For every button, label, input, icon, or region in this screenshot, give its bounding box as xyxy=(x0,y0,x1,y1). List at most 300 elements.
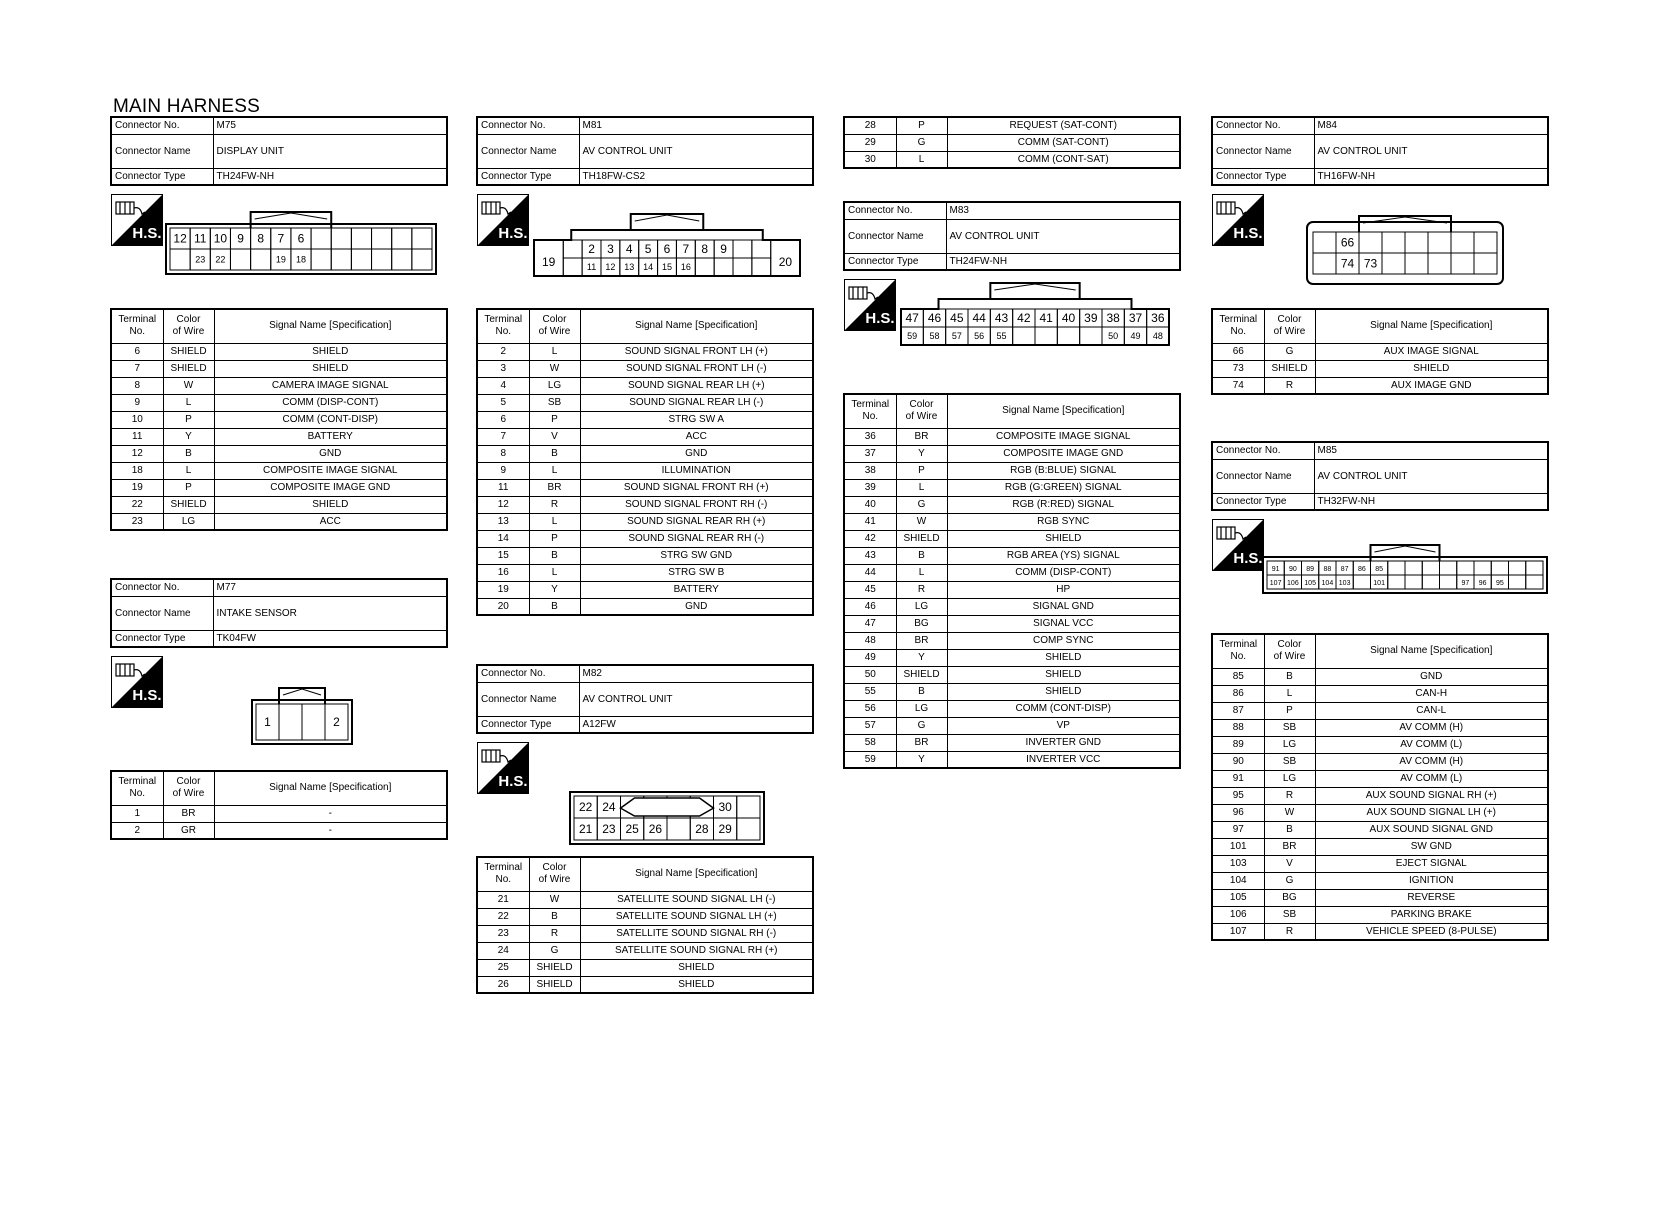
connector-info-table xyxy=(110,578,448,648)
connector-name-row xyxy=(477,682,813,716)
connector-name-label: Connector Name xyxy=(1212,134,1314,168)
pin-label: 22 xyxy=(215,254,226,265)
terminal-no: 47 xyxy=(844,615,896,632)
signal-name: SIGNAL GND xyxy=(947,598,1180,615)
wire-color: G xyxy=(1264,343,1315,360)
pin-label: 25 xyxy=(625,822,639,836)
table-row xyxy=(844,751,1180,768)
terminal-table xyxy=(476,856,814,994)
connector-type-row xyxy=(1212,493,1548,510)
wire-color: P xyxy=(529,530,580,547)
table-row xyxy=(111,479,447,496)
signal-name-header: Signal Name [Specification] xyxy=(1315,309,1548,343)
connector-face xyxy=(1263,539,1547,593)
table-row xyxy=(1212,360,1548,377)
pin-label: 56 xyxy=(974,331,985,341)
signal-name: AUX SOUND SIGNAL RH (+) xyxy=(1315,787,1548,804)
pin-label: 96 xyxy=(1478,580,1487,587)
wire-color: BR xyxy=(896,428,947,445)
terminal-no: 29 xyxy=(844,134,896,151)
signal-name: INVERTER VCC xyxy=(947,751,1180,768)
connector-block-m82-cont xyxy=(843,116,1181,169)
table-row xyxy=(844,496,1180,513)
signal-name: RGB (G:GREEN) SIGNAL xyxy=(947,479,1180,496)
terminal-no: 55 xyxy=(844,683,896,700)
pin-label: 18 xyxy=(295,254,307,265)
pin-label: 37 xyxy=(1128,311,1143,325)
pin-label: 29 xyxy=(718,822,732,836)
wire-color-header: Color of Wire xyxy=(529,857,580,891)
harness-side-icon xyxy=(477,742,529,794)
wire-color: R xyxy=(1264,377,1315,394)
connector-face xyxy=(534,206,800,276)
terminal-table-header xyxy=(844,394,1180,428)
table-row xyxy=(844,649,1180,666)
table-row xyxy=(477,959,813,976)
wire-color: Y xyxy=(163,428,214,445)
terminal-table xyxy=(476,308,814,616)
terminal-no: 97 xyxy=(1212,821,1264,838)
pin-label: 8 xyxy=(701,242,709,256)
wire-color: SB xyxy=(1264,719,1315,736)
pin-label: 57 xyxy=(951,331,962,341)
terminal-no: 11 xyxy=(477,479,529,496)
connector-no-value: M85 xyxy=(1314,442,1548,459)
table-row xyxy=(477,445,813,462)
terminal-no: 24 xyxy=(477,942,529,959)
terminal-table-header xyxy=(477,309,813,343)
pin-label: 1 xyxy=(264,715,271,729)
terminal-no: 8 xyxy=(477,445,529,462)
connector-type-row xyxy=(477,716,813,733)
signal-name: SOUND SIGNAL REAR RH (-) xyxy=(580,530,813,547)
terminal-no: 28 xyxy=(844,117,896,134)
wire-color: LG xyxy=(896,598,947,615)
signal-name: VEHICLE SPEED (8-PULSE) xyxy=(1315,923,1548,940)
pin-label: 66 xyxy=(1340,235,1355,250)
wire-color-header: Color of Wire xyxy=(896,394,947,428)
terminal-no: 46 xyxy=(844,598,896,615)
terminal-no-header: Terminal No. xyxy=(111,771,163,805)
signal-name: SIGNAL VCC xyxy=(947,615,1180,632)
table-row xyxy=(477,394,813,411)
table-row xyxy=(477,479,813,496)
connector-no-value: M82 xyxy=(579,665,813,682)
table-row xyxy=(844,462,1180,479)
pin-label: 16 xyxy=(680,262,691,272)
terminal-no: 50 xyxy=(844,666,896,683)
connector-no-label: Connector No. xyxy=(844,202,946,219)
terminal-no: 41 xyxy=(844,513,896,530)
terminal-no-header: Terminal No. xyxy=(1212,309,1264,343)
signal-name: BATTERY xyxy=(580,581,813,598)
wire-color: G xyxy=(896,134,947,151)
pin-label: 88 xyxy=(1323,566,1332,573)
connector-type-row xyxy=(477,168,813,185)
pin-label: 11 xyxy=(586,262,597,272)
terminal-no-header: Terminal No. xyxy=(477,857,529,891)
pin-label: 89 xyxy=(1306,566,1315,573)
signal-name: COMM (CONT-DISP) xyxy=(947,700,1180,717)
pin-label: 90 xyxy=(1288,566,1297,573)
wire-color: SHIELD xyxy=(1264,360,1315,377)
wire-color: BR xyxy=(163,805,214,822)
table-row xyxy=(1212,787,1548,804)
terminal-no: 49 xyxy=(844,649,896,666)
connector-info-table xyxy=(843,201,1181,271)
wire-color: L xyxy=(529,343,580,360)
table-row xyxy=(111,445,447,462)
table-row xyxy=(111,428,447,445)
wire-color: BG xyxy=(896,615,947,632)
connector-face-diagram xyxy=(570,774,764,844)
signal-name-header: Signal Name [Specification] xyxy=(947,394,1180,428)
page-title: MAIN HARNESS xyxy=(113,96,261,117)
terminal-no: 16 xyxy=(477,564,529,581)
table-row xyxy=(1212,702,1548,719)
connector-no-label: Connector No. xyxy=(111,579,213,596)
connector-name-row xyxy=(477,134,813,168)
wire-color: BR xyxy=(896,632,947,649)
wire-color: SHIELD xyxy=(529,976,580,993)
table-row xyxy=(844,683,1180,700)
terminal-table xyxy=(110,308,448,531)
signal-name: AUX IMAGE SIGNAL xyxy=(1315,343,1548,360)
table-row xyxy=(844,564,1180,581)
signal-name: CAN-L xyxy=(1315,702,1548,719)
signal-name: AV COMM (H) xyxy=(1315,753,1548,770)
wire-color: W xyxy=(896,513,947,530)
terminal-no: 6 xyxy=(111,343,163,360)
connector-no-label: Connector No. xyxy=(1212,117,1314,134)
terminal-no: 5 xyxy=(477,394,529,411)
connector-no-label: Connector No. xyxy=(477,665,579,682)
wire-color: R xyxy=(896,581,947,598)
connector-name-value: AV CONTROL UNIT xyxy=(579,682,813,716)
pin-label: 9 xyxy=(720,242,727,256)
pin-label: 103 xyxy=(1338,580,1351,587)
wire-color: P xyxy=(529,411,580,428)
terminal-no: 9 xyxy=(477,462,529,479)
terminal-no: 1 xyxy=(111,805,163,822)
signal-name: GND xyxy=(580,598,813,615)
table-row xyxy=(477,891,813,908)
pin-label: 48 xyxy=(1152,331,1163,341)
table-row xyxy=(844,530,1180,547)
terminal-no: 87 xyxy=(1212,702,1264,719)
connector-block-m83 xyxy=(843,201,1181,769)
connector-diagram-area xyxy=(843,271,1181,393)
pin-label: 47 xyxy=(905,311,919,325)
wire-color: Y xyxy=(529,581,580,598)
signal-name: - xyxy=(214,805,447,822)
terminal-no: 59 xyxy=(844,751,896,768)
pin-label: 46 xyxy=(927,311,942,325)
pin-label: 105 xyxy=(1304,580,1316,587)
wire-color: R xyxy=(529,925,580,942)
harness-side-icon xyxy=(477,194,529,246)
terminal-no-header: Terminal No. xyxy=(111,309,163,343)
signal-name: AUX IMAGE GND xyxy=(1315,377,1548,394)
table-row xyxy=(1212,923,1548,940)
terminal-table xyxy=(110,770,448,840)
svg-text:H.S.: H.S. xyxy=(132,225,162,242)
terminal-table xyxy=(843,393,1181,769)
table-row xyxy=(477,462,813,479)
wire-color: P xyxy=(1264,702,1315,719)
signal-name: GND xyxy=(214,445,447,462)
pin-label: 9 xyxy=(237,231,244,246)
pin-label: 107 xyxy=(1269,580,1282,587)
connector-type-label: Connector Type xyxy=(477,168,579,185)
pin-label: 45 xyxy=(950,311,964,325)
terminal-no: 90 xyxy=(1212,753,1264,770)
wire-color: B xyxy=(896,547,947,564)
connector-name-label: Connector Name xyxy=(844,219,946,253)
signal-name: COMM (SAT-CONT) xyxy=(947,134,1180,151)
table-row xyxy=(1212,906,1548,923)
table-row xyxy=(477,360,813,377)
terminal-no: 37 xyxy=(844,445,896,462)
signal-name: STRG SW A xyxy=(580,411,813,428)
table-row xyxy=(111,462,447,479)
connector-diagram-area xyxy=(1211,511,1549,633)
signal-name: RGB (R:RED) SIGNAL xyxy=(947,496,1180,513)
table-row xyxy=(844,134,1180,151)
signal-name: SHIELD xyxy=(214,343,447,360)
signal-name: SHIELD xyxy=(947,666,1180,683)
table-row xyxy=(477,377,813,394)
signal-name: SHIELD xyxy=(214,360,447,377)
pin-label: 3 xyxy=(607,242,614,256)
terminal-table xyxy=(1211,633,1549,941)
terminal-no: 104 xyxy=(1212,872,1264,889)
pin-label: 106 xyxy=(1287,580,1299,587)
table-row xyxy=(477,496,813,513)
signal-name: BATTERY xyxy=(214,428,447,445)
terminal-no: 25 xyxy=(477,959,529,976)
signal-name: COMPOSITE IMAGE SIGNAL xyxy=(214,462,447,479)
signal-name: SATELLITE SOUND SIGNAL LH (-) xyxy=(580,891,813,908)
connector-info-table xyxy=(1211,116,1549,186)
table-row xyxy=(111,496,447,513)
pin-label: 15 xyxy=(661,262,673,272)
wire-color: B xyxy=(1264,668,1315,685)
connector-type-row xyxy=(111,168,447,185)
connector-face-diagram xyxy=(901,275,1169,345)
signal-name: RGB AREA (YS) SIGNAL xyxy=(947,547,1180,564)
signal-name: AUX SOUND SIGNAL LH (+) xyxy=(1315,804,1548,821)
table-row xyxy=(844,598,1180,615)
connector-type-label: Connector Type xyxy=(1212,493,1314,510)
table-row xyxy=(111,805,447,822)
connector-block-m85 xyxy=(1211,441,1549,941)
wire-color: R xyxy=(529,496,580,513)
pin-label: 23 xyxy=(195,254,206,265)
terminal-no: 66 xyxy=(1212,343,1264,360)
pin-label: 10 xyxy=(213,231,228,246)
table-row xyxy=(111,343,447,360)
connector-info-table xyxy=(476,664,814,734)
table-row xyxy=(844,479,1180,496)
terminal-no: 15 xyxy=(477,547,529,564)
wire-color: G xyxy=(529,942,580,959)
harness-side-icon xyxy=(1212,519,1264,571)
connector-type-label: Connector Type xyxy=(1212,168,1314,185)
table-row xyxy=(477,343,813,360)
wire-color-header: Color of Wire xyxy=(1264,309,1315,343)
connector-no-row xyxy=(111,579,447,596)
signal-name: SOUND SIGNAL REAR LH (+) xyxy=(580,377,813,394)
terminal-table-header xyxy=(111,771,447,805)
signal-name-header: Signal Name [Specification] xyxy=(214,771,447,805)
connector-no-row xyxy=(477,117,813,134)
terminal-no: 11 xyxy=(111,428,163,445)
connector-type-label: Connector Type xyxy=(477,716,579,733)
connector-no-value: M77 xyxy=(213,579,447,596)
table-row xyxy=(477,598,813,615)
connector-name-row xyxy=(111,596,447,630)
pin-label: 7 xyxy=(682,242,690,256)
terminal-no-header: Terminal No. xyxy=(1212,634,1264,668)
connector-type-label: Connector Type xyxy=(111,630,213,647)
connector-type-row xyxy=(111,630,447,647)
terminal-no: 19 xyxy=(477,581,529,598)
wire-color: B xyxy=(529,445,580,462)
terminal-no: 2 xyxy=(477,343,529,360)
wire-color-header: Color of Wire xyxy=(529,309,580,343)
connector-name-value: AV CONTROL UNIT xyxy=(1314,134,1548,168)
terminal-no: 45 xyxy=(844,581,896,598)
pin-label: 95 xyxy=(1495,580,1504,587)
signal-name: VP xyxy=(947,717,1180,734)
pin-label: 41 xyxy=(1039,311,1053,325)
svg-text:H.S.: H.S. xyxy=(865,310,895,327)
signal-name: SOUND SIGNAL FRONT RH (+) xyxy=(580,479,813,496)
wire-color: B xyxy=(529,598,580,615)
connector-type-value: TH24FW-NH xyxy=(946,253,1180,270)
pin-label: 21 xyxy=(578,822,593,836)
terminal-no: 107 xyxy=(1212,923,1264,940)
pin-label: 43 xyxy=(994,311,1009,325)
table-row xyxy=(477,581,813,598)
terminal-no: 7 xyxy=(111,360,163,377)
terminal-no: 23 xyxy=(111,513,163,530)
table-row xyxy=(477,411,813,428)
connector-face-diagram xyxy=(1307,204,1503,284)
connector-block-m84 xyxy=(1211,116,1549,395)
wire-color-header: Color of Wire xyxy=(163,309,214,343)
pin-label: 85 xyxy=(1375,566,1384,573)
table-row xyxy=(844,666,1180,683)
pin-label: 101 xyxy=(1373,580,1385,587)
signal-name: HP xyxy=(947,581,1180,598)
table-row xyxy=(1212,719,1548,736)
wire-color: G xyxy=(1264,872,1315,889)
pin-label: 23 xyxy=(602,822,616,836)
pin-label: 2 xyxy=(588,242,595,256)
table-row xyxy=(1212,838,1548,855)
wire-color: P xyxy=(163,411,214,428)
wire-color: W xyxy=(1264,804,1315,821)
terminal-no: 39 xyxy=(844,479,896,496)
terminal-no: 30 xyxy=(844,151,896,168)
wire-color: SB xyxy=(1264,753,1315,770)
pin-label: 86 xyxy=(1357,566,1366,573)
terminal-no: 19 xyxy=(111,479,163,496)
connector-block-m81 xyxy=(476,116,814,616)
connector-type-label: Connector Type xyxy=(844,253,946,270)
wire-color: SHIELD xyxy=(529,959,580,976)
terminal-no: 95 xyxy=(1212,787,1264,804)
wire-color: BR xyxy=(1264,838,1315,855)
connector-name-row xyxy=(844,219,1180,253)
table-row xyxy=(477,908,813,925)
wire-color: V xyxy=(1264,855,1315,872)
wire-color: R xyxy=(1264,923,1315,940)
wire-color: SHIELD xyxy=(163,496,214,513)
wire-color: GR xyxy=(163,822,214,839)
pin-label: 14 xyxy=(643,262,654,272)
terminal-no: 88 xyxy=(1212,719,1264,736)
table-row xyxy=(844,734,1180,751)
pin-label: 11 xyxy=(193,231,207,246)
signal-name: SATELLITE SOUND SIGNAL RH (-) xyxy=(580,925,813,942)
signal-name: AV COMM (L) xyxy=(1315,770,1548,787)
terminal-no: 12 xyxy=(111,445,163,462)
connector-diagram-area xyxy=(476,186,814,308)
connector-block-m82 xyxy=(476,664,814,994)
signal-name: COMM (CONT-SAT) xyxy=(947,151,1180,168)
connector-no-row xyxy=(1212,117,1548,134)
table-row xyxy=(477,976,813,993)
terminal-no: 8 xyxy=(111,377,163,394)
connector-type-value: TH18FW-CS2 xyxy=(579,168,813,185)
signal-name: SATELLITE SOUND SIGNAL RH (+) xyxy=(580,942,813,959)
connector-diagram-area xyxy=(1211,186,1549,308)
table-row xyxy=(111,411,447,428)
table-row xyxy=(844,428,1180,445)
signal-name: COMM (DISP-CONT) xyxy=(214,394,447,411)
signal-name: STRG SW B xyxy=(580,564,813,581)
signal-name: COMM (CONT-DISP) xyxy=(214,411,447,428)
signal-name: SHIELD xyxy=(1315,360,1548,377)
terminal-no: 9 xyxy=(111,394,163,411)
connector-no-row xyxy=(844,202,1180,219)
connector-name-value: DISPLAY UNIT xyxy=(213,134,447,168)
signal-name-header: Signal Name [Specification] xyxy=(580,857,813,891)
signal-name: SHIELD xyxy=(214,496,447,513)
table-row xyxy=(844,615,1180,632)
terminal-no: 21 xyxy=(477,891,529,908)
terminal-no: 18 xyxy=(111,462,163,479)
terminal-table-header xyxy=(1212,634,1548,668)
wire-color-header: Color of Wire xyxy=(1264,634,1315,668)
terminal-no: 48 xyxy=(844,632,896,649)
table-row xyxy=(1212,872,1548,889)
connector-type-label: Connector Type xyxy=(111,168,213,185)
connector-face xyxy=(166,206,436,274)
svg-text:H.S.: H.S. xyxy=(132,687,162,704)
connector-no-value: M75 xyxy=(213,117,447,134)
signal-name: SHIELD xyxy=(580,959,813,976)
table-row xyxy=(1212,685,1548,702)
signal-name: COMPOSITE IMAGE SIGNAL xyxy=(947,428,1180,445)
wire-color: P xyxy=(896,117,947,134)
terminal-no: 43 xyxy=(844,547,896,564)
signal-name: CAN-H xyxy=(1315,685,1548,702)
connector-diagram-area xyxy=(476,734,814,856)
